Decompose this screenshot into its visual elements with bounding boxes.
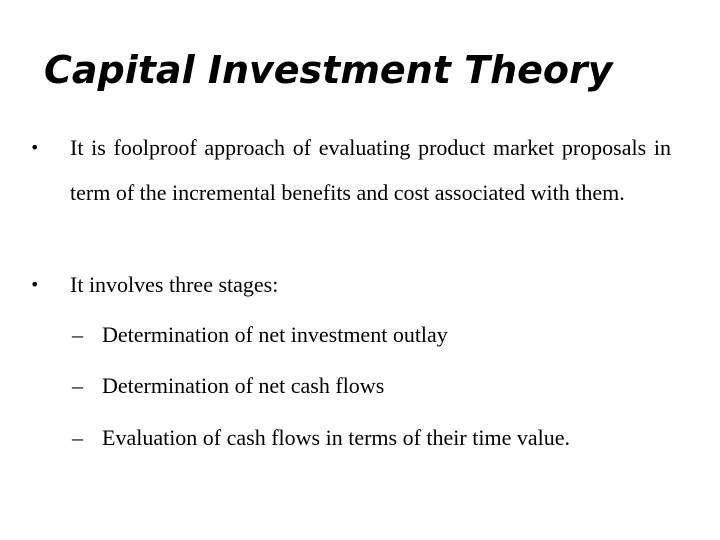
dash-marker: – bbox=[72, 425, 83, 450]
bullet-marker: • bbox=[30, 275, 40, 294]
bullet-marker: • bbox=[30, 138, 40, 157]
sub-bullet-text: Evaluation of cash flows in terms of their time value. bbox=[102, 425, 570, 450]
bullet-point bbox=[30, 125, 671, 215]
sub-bullet-point bbox=[72, 316, 448, 354]
sub-bullet-point bbox=[72, 419, 570, 457]
dash-marker: – bbox=[72, 373, 83, 398]
sub-bullet-text: Determination of net investment outlay bbox=[102, 322, 448, 347]
bullet-text: It involves three stages: bbox=[70, 272, 279, 297]
bullet-point bbox=[30, 266, 671, 304]
bullet-text: It is foolproof approach of evaluating product market proposals in term of the incremental benefits and cost associated with them. bbox=[70, 135, 671, 205]
sub-bullet-point bbox=[72, 367, 384, 405]
sub-bullet-text: Determination of net cash flows bbox=[102, 373, 385, 398]
dash-marker: – bbox=[72, 322, 83, 347]
slide-title: Capital Investment Theory bbox=[44, 48, 613, 92]
